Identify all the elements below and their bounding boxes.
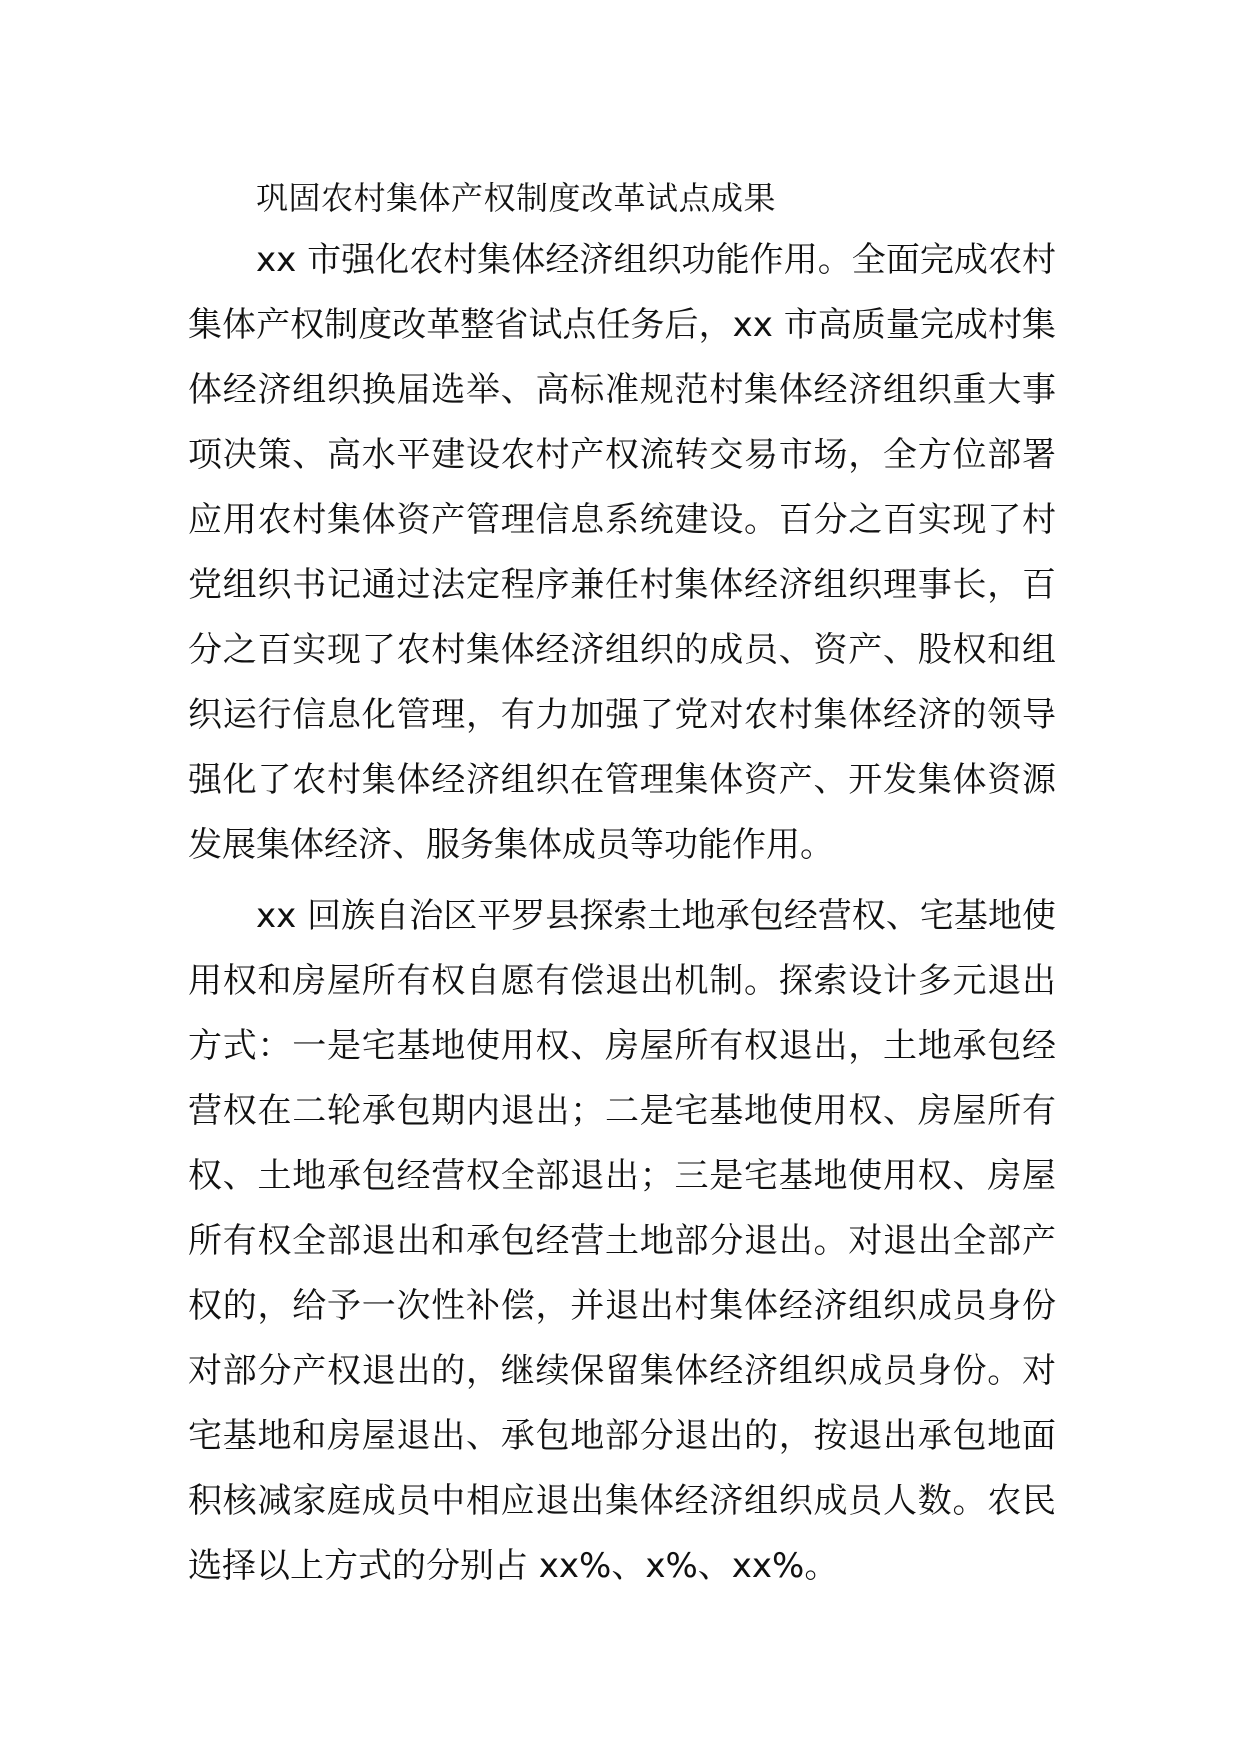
document-body [188, 168, 1056, 1599]
paragraph-city-collective-organization: xx 市强化农村集体经济组织功能作用。全面完成农村集体产权制度改革整省试点任务后，xx 市高质量完成村集体经济组织换届选举、高标准规范村集体经济组织重大事项决策、高水平建设农村产权流转交易市场，全方位部署应用农村集体资产管理信息系统建设。百分之百实现了村党组织书记通过法定程序兼任村集体经济组织理事长，百分之百实现了农村集体经济组织的成员、资产、股权和组织运行信息化管理，有力加强了党对农村集体经济的领导强化了农村集体经济组织在管理集体资产、开发集体资源发展集体经济、服务集体成员等功能作用。 [188, 240, 1056, 865]
paragraph-pingluo-exit-mechanism: xx 回族自治区平罗县探索土地承包经营权、宅基地使用权和房屋所有权自愿有偿退出机制。探索设计多元退出方式：一是宅基地使用权、房屋所有权退出，土地承包经营权在二轮承包期内退出；二是宅基地使用权、房屋所有权、土地承包经营权全部退出；三是宅基地使用权、房屋所有权全部退出和承包经营土地部分退出。对退出全部产权的，给予一次性补偿，并退出村集体经济组织成员身份对部分产权退出的，继续保留集体经济组织成员身份。对宅基地和房屋退出、承包地部分退出的，按退出承包地面积核减家庭成员中相应退出集体经济组织成员人数。农民选择以上方式的分别占 xx%、x%、xx%。 [188, 896, 1056, 1586]
section-heading: 巩固农村集体产权制度改革试点成果 [256, 179, 777, 217]
